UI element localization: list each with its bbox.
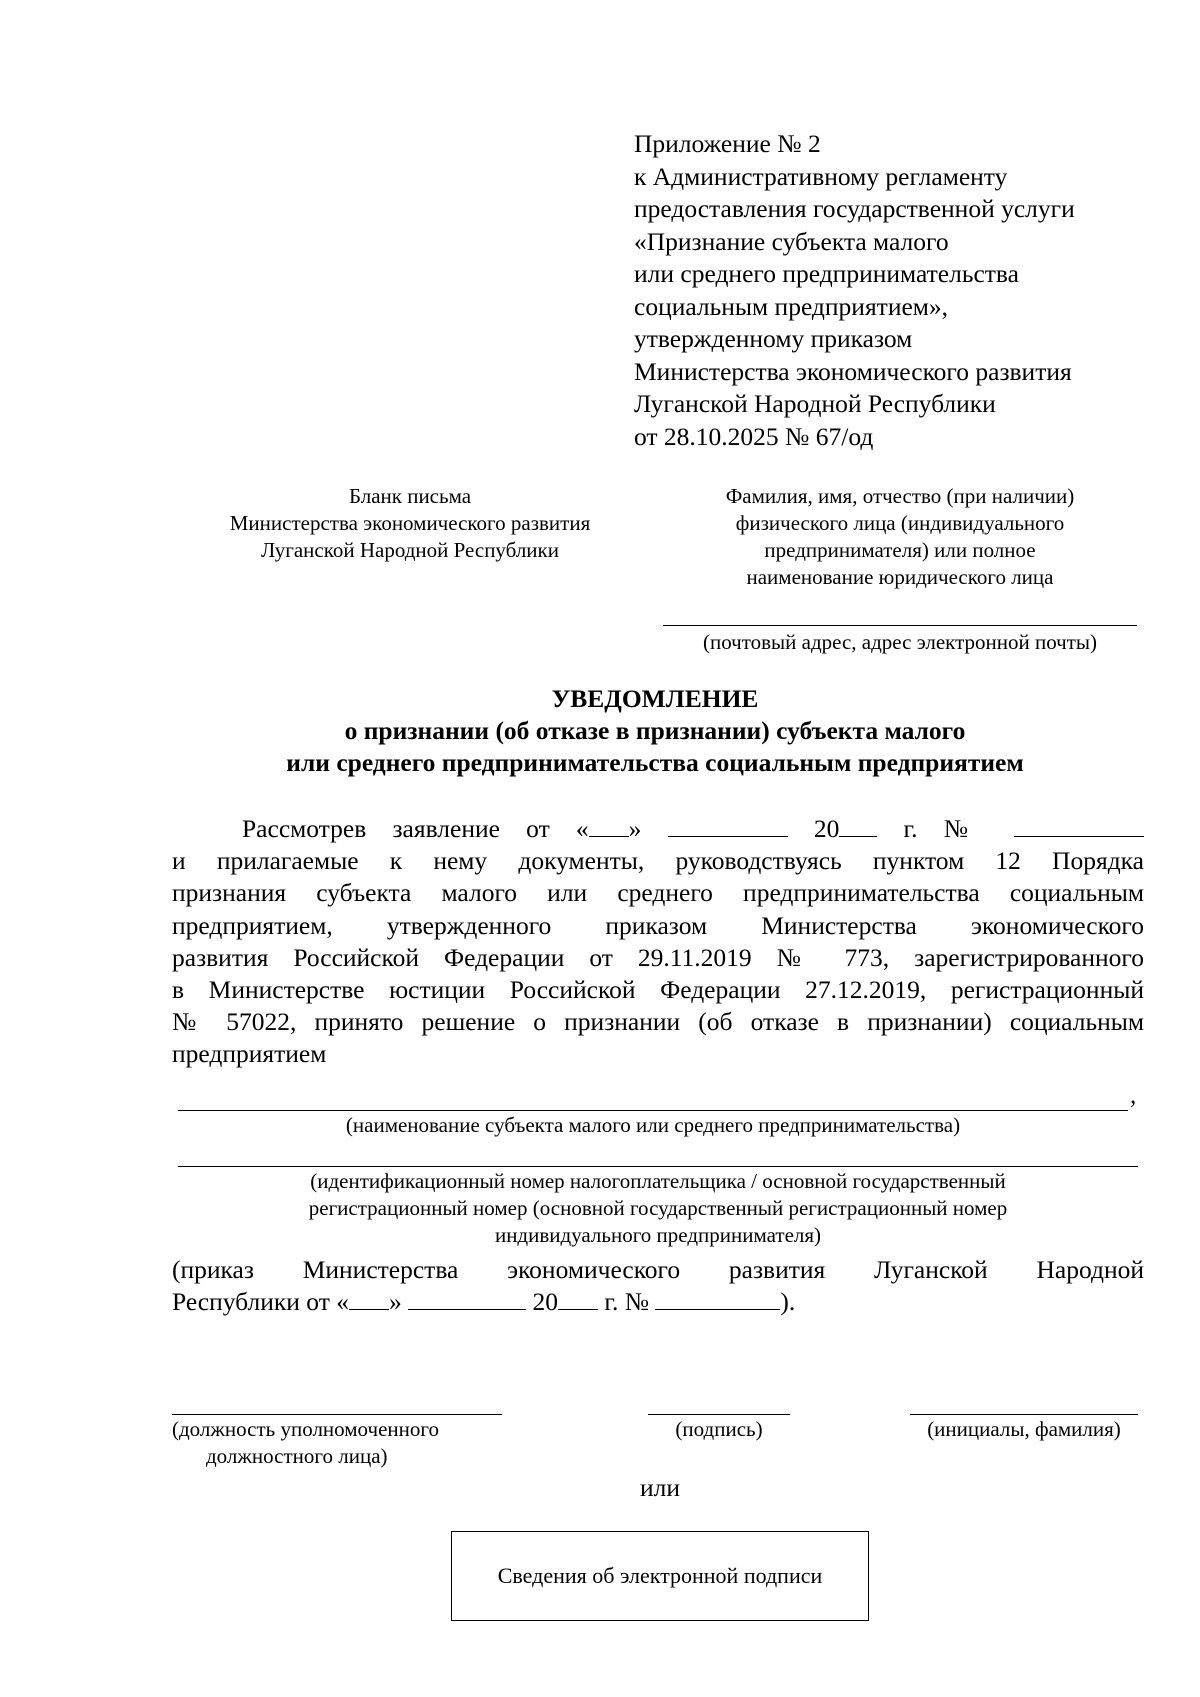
appendix-line: «Признание субъекта малого xyxy=(634,226,949,256)
quote-close: » xyxy=(388,1287,402,1317)
letterhead-line: Бланк письма xyxy=(348,484,472,508)
day-blank[interactable] xyxy=(589,814,629,837)
year-prefix: 20 xyxy=(813,814,840,843)
appendix-line: от 28.10.2025 № 67/од xyxy=(634,421,874,451)
electronic-signature-label: Сведения об электронной подписи xyxy=(497,1563,823,1588)
year-blank[interactable] xyxy=(839,814,877,837)
order-number-blank[interactable] xyxy=(655,1287,780,1310)
order-day-blank[interactable] xyxy=(349,1287,389,1310)
order-line-2 xyxy=(172,1286,1144,1318)
order-month-blank[interactable] xyxy=(408,1287,526,1310)
month-blank[interactable] xyxy=(668,814,788,837)
body-line-8: предприятием xyxy=(172,1039,327,1069)
body-paragraph xyxy=(172,813,1144,1071)
quote-open: « xyxy=(575,814,589,843)
title-main: УВЕДОМЛЕНИЕ xyxy=(551,684,759,713)
inn-ogrn-field[interactable] xyxy=(178,1166,1138,1167)
subject-caption: (наименование субъекта малого или среднего предпринимательства) xyxy=(345,1113,961,1137)
order-text-a: Республики от « xyxy=(172,1287,349,1317)
document-title xyxy=(170,683,1140,779)
appendix-header xyxy=(634,128,1134,453)
letterhead-line: Луганской Народной Республики xyxy=(261,538,559,562)
word: Рассмотрев xyxy=(242,814,367,843)
number-sign: № xyxy=(943,814,988,843)
year-field[interactable] xyxy=(814,814,878,843)
comma: , xyxy=(1130,1082,1137,1109)
word: от xyxy=(526,814,550,843)
body-line-4: предприятием, утвержденного приказом Министерства экономического xyxy=(172,910,1144,940)
word: заявление xyxy=(392,814,500,843)
or-label: или xyxy=(639,1473,681,1502)
subject-name-field[interactable] xyxy=(178,1110,1128,1111)
address-underline xyxy=(663,625,1137,626)
signature-caption: (подпись) xyxy=(675,1417,763,1441)
appendix-line: предоставления государственной услуги xyxy=(634,194,1075,223)
quote-close: » xyxy=(628,814,642,843)
appendix-line: Луганской Народной Республики xyxy=(634,389,996,418)
appendix-line: социальным предприятием», xyxy=(634,291,949,321)
order-text-d: г. № xyxy=(604,1287,650,1317)
letterhead-line: Министерства экономического развития xyxy=(229,511,591,535)
recipient-line: наименование юридического лица xyxy=(746,565,1054,589)
title-subtitle-1: о признании (об отказе в признании) субъекта малого xyxy=(344,716,966,745)
appendix-line: Министерства экономического развития xyxy=(634,356,1072,386)
body-line-5: развития Российской Федерации от 29.11.2019 № 773, зарегистрированного xyxy=(172,942,1144,972)
year-prefix: 20 xyxy=(532,1287,558,1317)
appendix-line: или среднего предпринимательства xyxy=(634,259,1019,288)
inn-caption-3: индивидуального предпринимателя) xyxy=(494,1223,822,1247)
signature-line[interactable] xyxy=(648,1414,790,1415)
body-line-1 xyxy=(172,813,1144,845)
address-caption: (почтовый адрес, адрес электронной почты) xyxy=(702,630,1098,654)
word: г. xyxy=(903,814,918,843)
position-signature-line[interactable] xyxy=(172,1414,502,1415)
title-subtitle-2: или среднего предпринимательства социальным предприятием xyxy=(286,748,1024,777)
initials-signature-line[interactable] xyxy=(910,1414,1138,1415)
order-line-1: (приказ Министерства экономического развития Луганской Народной xyxy=(172,1255,1144,1284)
application-date-field[interactable] xyxy=(576,814,642,843)
appendix-line: утвержденному приказом xyxy=(634,324,913,353)
appendix-line: к Административному регламенту xyxy=(634,161,1008,191)
recipient-line: Фамилия, имя, отчество (при наличии) xyxy=(725,484,1075,508)
application-number-blank[interactable] xyxy=(1014,814,1144,837)
position-caption-1: (должность уполномоченного xyxy=(172,1417,439,1441)
body-line-6: в Министерстве юстиции Российской Федерации 27.12.2019, регистрационный xyxy=(172,975,1144,1005)
recipient-line: предпринимателя) или полное xyxy=(764,538,1036,562)
letterhead-block xyxy=(180,483,640,564)
order-year-blank[interactable] xyxy=(558,1287,598,1310)
recipient-line: физического лица (индивидуального xyxy=(735,511,1065,535)
recipient-block xyxy=(670,483,1130,591)
appendix-line: Приложение № 2 xyxy=(634,129,821,158)
order-reference xyxy=(172,1254,1144,1318)
electronic-signature-box xyxy=(451,1531,869,1621)
position-caption-2: должностного лица) xyxy=(206,1444,388,1468)
order-text-e: ). xyxy=(780,1287,796,1317)
initials-caption: (инициалы, фамилия) xyxy=(927,1417,1121,1441)
body-line-2: и прилагаемые к нему документы, руководствуясь пунктом 12 Порядка xyxy=(172,846,1144,876)
inn-caption-2: регистрационный номер (основной государственный регистрационный номер xyxy=(308,1196,1008,1220)
inn-caption-1: (идентификационный номер налогоплательщика / основной государственный xyxy=(310,1169,1006,1193)
body-line-7: № 57022, принято решение о признании (об отказе в признании) социальным xyxy=(172,1007,1144,1037)
body-line-3: признания субъекта малого или среднего предпринимательства социальным xyxy=(172,878,1144,908)
